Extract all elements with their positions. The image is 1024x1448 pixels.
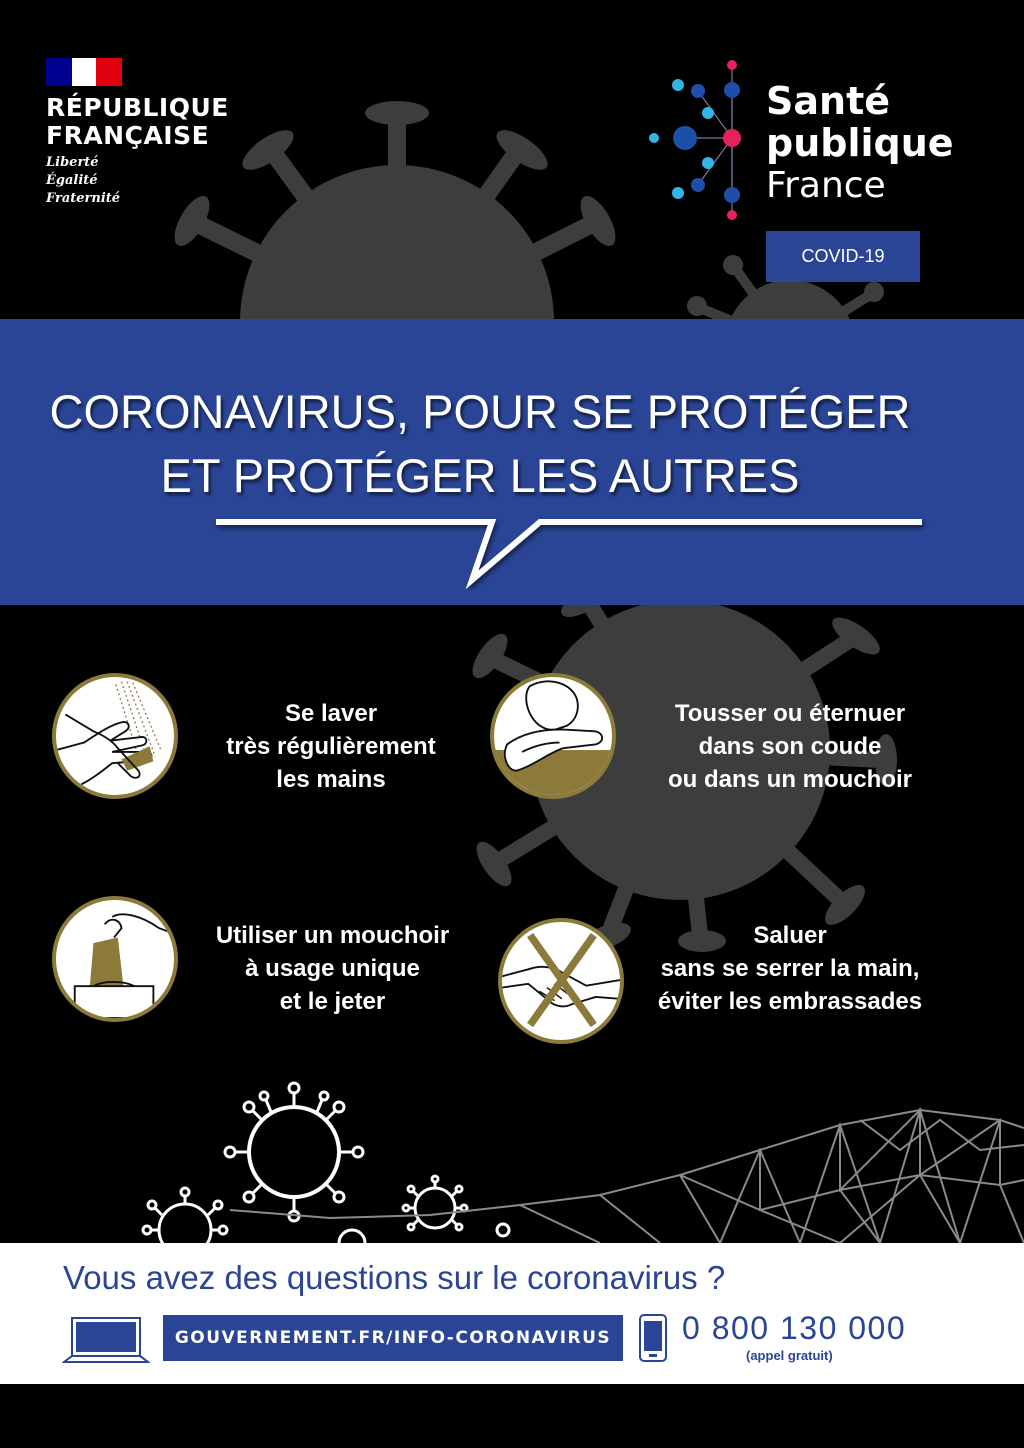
- tissue-icon: [52, 896, 178, 1022]
- phone-note: (appel gratuit): [746, 1348, 833, 1363]
- sante-publique-france-wordmark: Santé publique France: [766, 79, 954, 206]
- speech-bubble-line-icon: [210, 510, 930, 590]
- phone-number[interactable]: 0 800 130 000: [682, 1310, 907, 1346]
- republique-motto: Liberté Égalité Fraternité: [46, 155, 121, 206]
- french-flag-icon: [46, 58, 122, 86]
- gesture-text-tissue: Utiliser un mouchoir à usage unique et le jeter: [215, 922, 450, 1015]
- no-handshake-icon: [498, 918, 624, 1044]
- info-url-link[interactable]: GOUVERNEMENT.FR/INFO-CORONAVIRUS: [163, 1315, 623, 1361]
- footer-question: Vous avez des questions sur le coronavirus ?: [63, 1259, 726, 1296]
- cough-elbow-icon: [490, 673, 616, 799]
- gesture-text-cough-elbow: Tousser ou éternuer dans son coude ou dans un mouchoir: [668, 700, 912, 793]
- phone-icon: [638, 1313, 668, 1363]
- hand-washing-icon: [52, 673, 178, 799]
- sante-publique-france-logo-icon: [640, 55, 750, 225]
- republique-francaise-logo: [46, 58, 229, 208]
- network-mesh-icon: [230, 1110, 1024, 1243]
- headline: CORONAVIRUS, POUR SE PROTÉGER ET PROTÉGER LES AUTRES: [49, 385, 911, 502]
- laptop-icon: [62, 1316, 150, 1364]
- gesture-text-no-handshake: Saluer sans se serrer la main, éviter les embrassades: [657, 922, 923, 1015]
- outline-virus-icon: [225, 1083, 363, 1221]
- covid-badge: COVID-19: [766, 231, 920, 282]
- republique-title: RÉPUBLIQUE FRANÇAISE: [46, 93, 229, 150]
- gesture-text-wash-hands: Se laver très régulièrement les mains: [226, 700, 436, 793]
